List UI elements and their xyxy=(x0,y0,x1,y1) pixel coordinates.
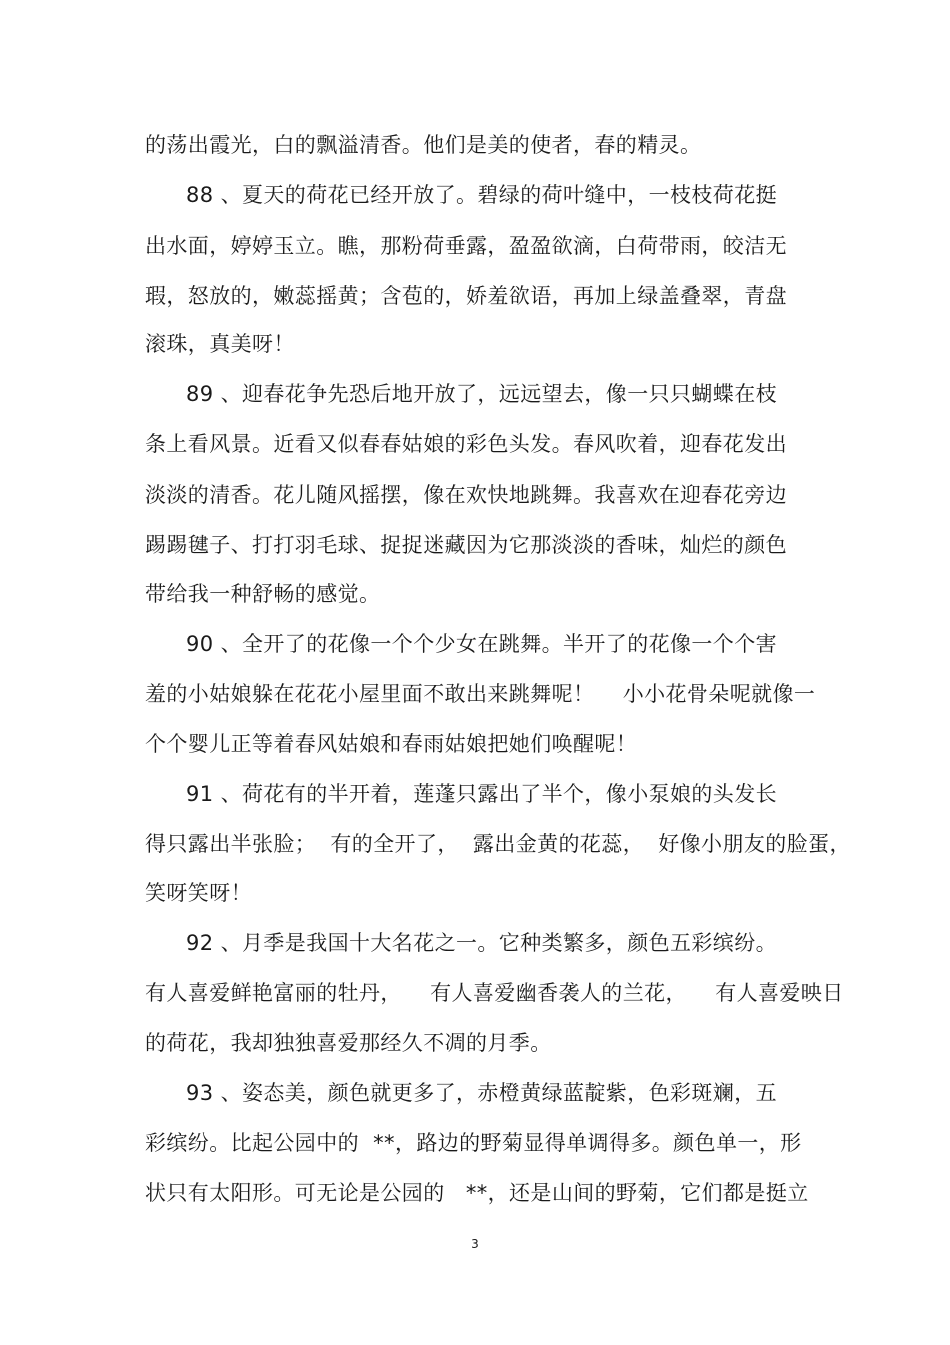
text-line: 踢踢毽子、打打羽毛球、捉捉迷藏因为它那淡淡的香味，灿烂的颜色 xyxy=(145,533,787,557)
text-line: 个个婴儿正等着春风姑娘和春雨姑娘把她们唤醒呢！ xyxy=(145,732,638,756)
text-line: 得只露出半张脸； 有的全开了， 露出金黄的花蕊， 好像小朋友的脸蛋， xyxy=(145,832,851,856)
text-line: 带给我一种舒畅的感觉。 xyxy=(145,582,381,606)
text-line: 92 、月季是我国十大名花之一。它种类繁多，颜色五彩缤纷。 xyxy=(186,931,777,955)
text-line: 的荡出霞光，白的飘溢清香。他们是美的使者，春的精灵。 xyxy=(145,133,702,157)
text-line: 条上看风景。近看又似春春姑娘的彩色头发。春风吹着，迎春花发出 xyxy=(145,432,787,456)
text-line: 笑呀笑呀！ xyxy=(145,881,252,905)
text-line: 滚珠，真美呀！ xyxy=(145,332,295,356)
text-line: 90 、全开了的花像一个个少女在跳舞。半开了的花像一个个害 xyxy=(186,632,777,656)
page-number: 3 xyxy=(471,1237,479,1251)
text-line: 彩缤纷。比起公园中的 **，路边的野菊显得单调得多。颜色单一，形 xyxy=(145,1131,802,1155)
text-line: 有人喜爱鲜艳富丽的牡丹， 有人喜爱幽香袭人的兰花， 有人喜爱映日 xyxy=(145,981,844,1005)
text-line: 91 、荷花有的半开着，莲蓬只露出了半个，像小泵娘的头发长 xyxy=(186,782,777,806)
text-line: 93 、姿态美，颜色就更多了，赤橙黄绿蓝靛紫，色彩斑斓，五 xyxy=(186,1081,777,1105)
text-line: 瑕，怒放的，嫩蕊摇黄；含苞的，娇羞欲语，再加上绿盖叠翠，青盘 xyxy=(145,284,787,308)
text-line: 羞的小姑娘躲在花花小屋里面不敢出来跳舞呢！ 小小花骨朵呢就像一 xyxy=(145,682,816,706)
text-line: 状只有太阳形。可无论是公园的 **，还是山间的野菊，它们都是挺立 xyxy=(145,1181,809,1205)
text-line: 88 、夏天的荷花已经开放了。碧绿的荷叶缝中，一枝枝荷花挺 xyxy=(186,183,777,207)
text-line: 淡淡的清香。花儿随风摇摆，像在欢快地跳舞。我喜欢在迎春花旁边 xyxy=(145,483,787,507)
text-line: 的荷花，我却独独喜爱那经久不凋的月季。 xyxy=(145,1031,552,1055)
text-line: 出水面，婷婷玉立。瞧，那粉荷垂露，盈盈欲滴，白荷带雨，皎洁无 xyxy=(145,234,787,258)
text-line: 89 、迎春花争先恐后地开放了，远远望去，像一只只蝴蝶在枝 xyxy=(186,382,777,406)
